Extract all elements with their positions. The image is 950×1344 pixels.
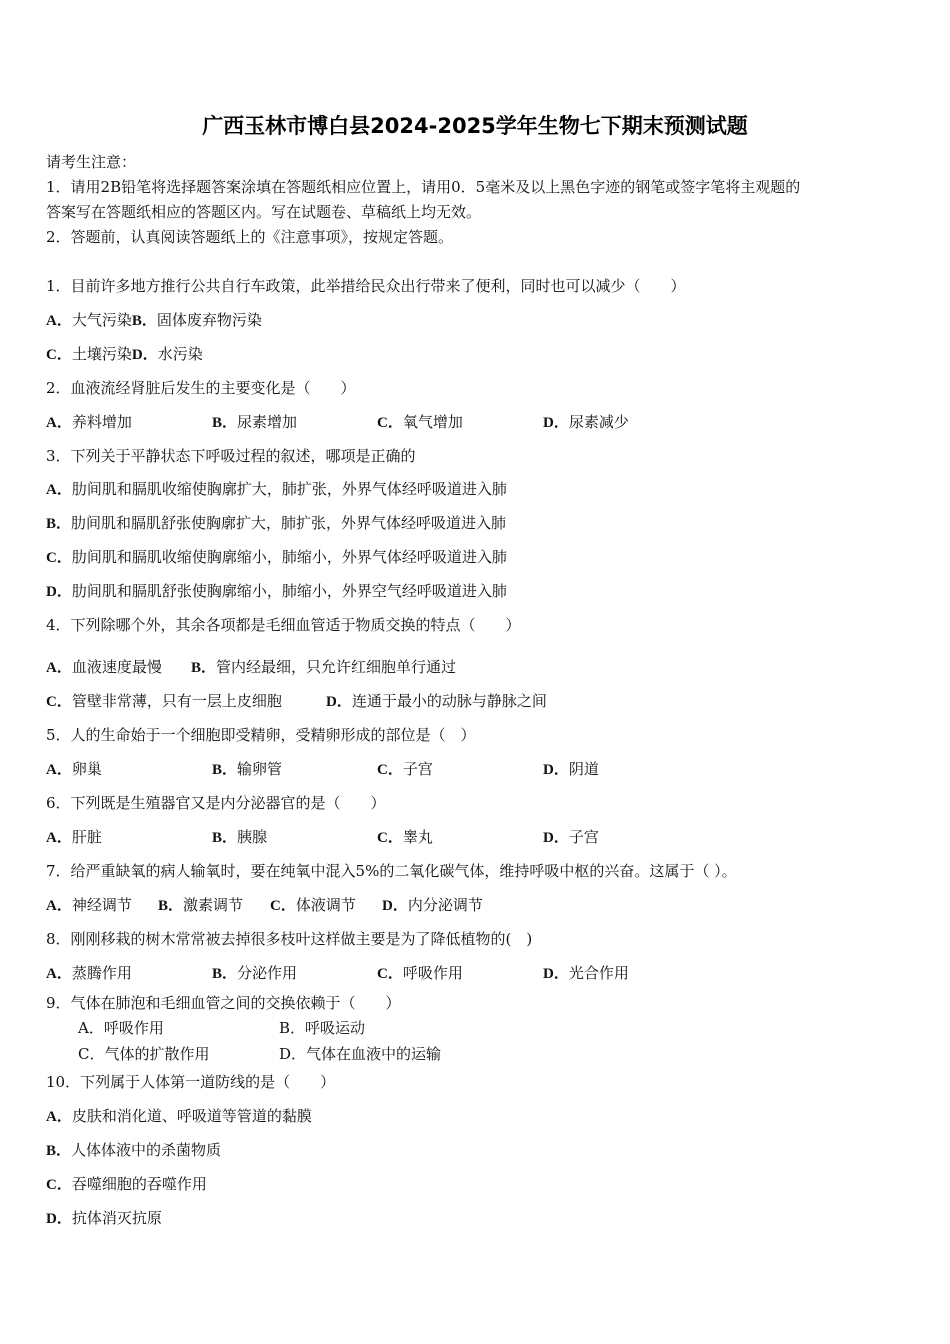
option-text: 尿素增加 xyxy=(237,413,298,431)
option-text: 血液速度最慢 xyxy=(71,658,162,676)
question-3-option-a xyxy=(46,479,507,500)
option-text: 抗体消灭抗原 xyxy=(71,1209,162,1227)
question-4-option-a xyxy=(46,657,162,678)
option-label: B． xyxy=(212,966,238,982)
question-2-stem: 2．血液流经肾脏后发生的主要变化是（ ） xyxy=(46,379,356,397)
question-7-option-a xyxy=(46,895,132,916)
question-2-option-b xyxy=(212,412,297,433)
option-label: A． xyxy=(46,966,72,982)
question-1-option-c xyxy=(46,344,203,365)
option-text: 气体的扩散作用 xyxy=(104,1045,210,1063)
option-label: C． xyxy=(377,415,403,431)
question-6-option-c xyxy=(377,827,433,848)
document-title: 广西玉林市博白县2024-2025学年生物七下期末预测试题 xyxy=(202,114,748,138)
option-text: 固体废弃物污染 xyxy=(156,311,262,329)
question-3-option-d xyxy=(46,581,507,602)
option-text: 水污染 xyxy=(157,345,203,363)
question-2-option-d xyxy=(543,412,629,433)
option-text: 内分泌调节 xyxy=(407,896,483,914)
option-label: A． xyxy=(46,898,72,914)
question-10-option-c xyxy=(46,1174,207,1195)
option-label: D． xyxy=(543,966,569,982)
notice-item: 2．答题前，认真阅读答题纸上的《注意事项》，按规定答题。 xyxy=(46,228,454,246)
question-8-option-b xyxy=(212,963,297,984)
question-5-option-a xyxy=(46,759,102,780)
option-label: D． xyxy=(543,830,569,846)
option-text: 呼吸作用 xyxy=(103,1019,164,1037)
option-label: C． xyxy=(270,898,296,914)
question-6-option-b xyxy=(212,827,267,848)
option-label: B． xyxy=(158,898,184,914)
option-label: D． xyxy=(46,1211,72,1227)
question-3-stem: 3．下列关于平静状态下呼吸过程的叙述，哪项是正确的 xyxy=(46,447,416,465)
question-6-option-a xyxy=(46,827,102,848)
question-2-option-a xyxy=(46,412,132,433)
question-5-option-c xyxy=(377,759,433,780)
option-text: 阴道 xyxy=(568,760,599,778)
option-label: C． xyxy=(78,1045,105,1063)
notice-item: 1．请用2B铅笔将选择题答案涂填在答题纸相应位置上，请用0．5毫米及以上黑色字迹的钢笔或签字笔将主观题的 xyxy=(46,178,801,196)
question-4-option-d xyxy=(326,691,547,712)
option-text: 神经调节 xyxy=(71,896,132,914)
option-label: C． xyxy=(46,1177,72,1193)
option-label: D． xyxy=(543,415,569,431)
option-text: 胰腺 xyxy=(237,828,268,846)
option-label: A． xyxy=(46,313,72,329)
option-label: D． xyxy=(131,347,158,363)
option-text: 连通于最小的动脉与静脉之间 xyxy=(351,692,547,710)
question-2-option-c xyxy=(377,412,463,433)
option-label: C． xyxy=(377,966,403,982)
option-text: 大气污染 xyxy=(71,311,132,329)
option-text: 输卵管 xyxy=(237,760,283,778)
option-label: A． xyxy=(46,830,72,846)
option-label: D． xyxy=(382,898,408,914)
question-9-stem: 9．气体在肺泡和毛细血管之间的交换依赖于（ ） xyxy=(46,994,401,1012)
option-label: B． xyxy=(191,660,217,676)
question-6-stem: 6．下列既是生殖器官又是内分泌器官的是（ ） xyxy=(46,794,386,812)
option-label: B． xyxy=(279,1019,306,1037)
option-text: 卵巢 xyxy=(71,760,102,778)
option-text: 蒸腾作用 xyxy=(71,964,132,982)
option-label: B． xyxy=(212,415,238,431)
question-4-option-b xyxy=(191,657,456,678)
option-label: C． xyxy=(46,694,72,710)
question-8-option-d xyxy=(543,963,629,984)
option-text: 睾丸 xyxy=(402,828,433,846)
option-text: 光合作用 xyxy=(568,964,629,982)
question-8-option-a xyxy=(46,963,132,984)
option-text: 肋间肌和膈肌舒张使胸廓扩大，肺扩张，外界气体经呼吸道进入肺 xyxy=(71,514,507,532)
question-7-stem: 7．给严重缺氧的病人输氧时，要在纯氧中混入5%的二氧化碳气体，维持呼吸中枢的兴奋。这属于（ ）。 xyxy=(46,862,737,880)
question-9-option-d xyxy=(279,1044,441,1064)
option-text: 土壤污染 xyxy=(71,345,132,363)
option-text: 肋间肌和膈肌舒张使胸廓缩小，肺缩小，外界空气经呼吸道进入肺 xyxy=(71,582,507,600)
option-text: 呼吸作用 xyxy=(402,964,463,982)
option-label: D． xyxy=(46,584,72,600)
question-9-option-c xyxy=(78,1044,210,1064)
question-10-stem: 10．下列属于人体第一道防线的是（ ） xyxy=(46,1073,336,1091)
option-label: D． xyxy=(326,694,352,710)
question-1-stem: 1．目前许多地方推行公共自行车政策，此举措给民众出行带来了便利，同时也可以减少（ ） xyxy=(46,277,686,295)
option-label: A． xyxy=(46,762,72,778)
option-text: 子宫 xyxy=(568,828,599,846)
question-5-stem: 5．人的生命始于一个细胞即受精卵，受精卵形成的部位是（ ） xyxy=(46,726,476,744)
option-label: C． xyxy=(377,830,403,846)
option-text: 分泌作用 xyxy=(237,964,298,982)
option-text: 皮肤和消化道、呼吸道等管道的黏膜 xyxy=(71,1107,312,1125)
option-text: 肋间肌和膈肌收缩使胸廓缩小，肺缩小，外界气体经呼吸道进入肺 xyxy=(71,548,507,566)
option-text: 肝脏 xyxy=(71,828,102,846)
option-text: 管内经最细，只允许红细胞单行通过 xyxy=(216,658,457,676)
option-label: B． xyxy=(131,313,157,329)
question-1-option-a xyxy=(46,310,262,331)
question-7-option-c xyxy=(270,895,356,916)
option-text: 激素调节 xyxy=(183,896,244,914)
question-8-stem: 8．刚刚移栽的树木常常被去掉很多枝叶这样做主要是为了降低植物的( ) xyxy=(46,930,533,948)
option-text: 尿素减少 xyxy=(568,413,629,431)
option-text: 体液调节 xyxy=(295,896,356,914)
option-label: A． xyxy=(78,1019,104,1037)
option-text: 子宫 xyxy=(402,760,433,778)
question-5-option-d xyxy=(543,759,599,780)
option-label: A． xyxy=(46,1109,72,1125)
question-9-option-b xyxy=(279,1018,365,1038)
option-text: 吞噬细胞的吞噬作用 xyxy=(71,1175,207,1193)
notice-heading: 请考生注意： xyxy=(46,153,137,171)
question-8-option-c xyxy=(377,963,463,984)
option-label: B． xyxy=(46,1143,72,1159)
option-text: 气体在血液中的运输 xyxy=(306,1045,442,1063)
question-4-option-c xyxy=(46,691,282,712)
option-label: D． xyxy=(279,1045,307,1063)
question-3-option-b xyxy=(46,513,506,534)
option-label: B． xyxy=(212,762,238,778)
option-label: D． xyxy=(543,762,569,778)
option-text: 管壁非常薄，只有一层上皮细胞 xyxy=(71,692,282,710)
notice-item: 答案写在答题纸相应的答题区内。写在试题卷、草稿纸上均无效。 xyxy=(46,203,482,221)
option-label: B． xyxy=(46,516,72,532)
option-label: A． xyxy=(46,482,72,498)
question-7-option-d xyxy=(382,895,483,916)
question-7-option-b xyxy=(158,895,243,916)
option-text: 养料增加 xyxy=(71,413,132,431)
question-10-option-d xyxy=(46,1208,162,1229)
option-label: C． xyxy=(377,762,403,778)
question-6-option-d xyxy=(543,827,599,848)
option-text: 肋间肌和膈肌收缩使胸廓扩大，肺扩张，外界气体经呼吸道进入肺 xyxy=(71,480,507,498)
question-10-option-b xyxy=(46,1140,221,1161)
option-label: A． xyxy=(46,660,72,676)
question-3-option-c xyxy=(46,547,507,568)
option-text: 呼吸运动 xyxy=(305,1019,366,1037)
option-label: A． xyxy=(46,415,72,431)
option-label: C． xyxy=(46,550,72,566)
question-9-option-a xyxy=(78,1018,164,1038)
option-text: 人体体液中的杀菌物质 xyxy=(71,1141,222,1159)
option-label: C． xyxy=(46,347,72,363)
question-4-stem: 4．下列除哪个外，其余各项都是毛细血管适于物质交换的特点（ ） xyxy=(46,616,521,634)
option-text: 氧气增加 xyxy=(402,413,463,431)
option-label: B． xyxy=(212,830,238,846)
question-10-option-a xyxy=(46,1106,312,1127)
question-5-option-b xyxy=(212,759,282,780)
